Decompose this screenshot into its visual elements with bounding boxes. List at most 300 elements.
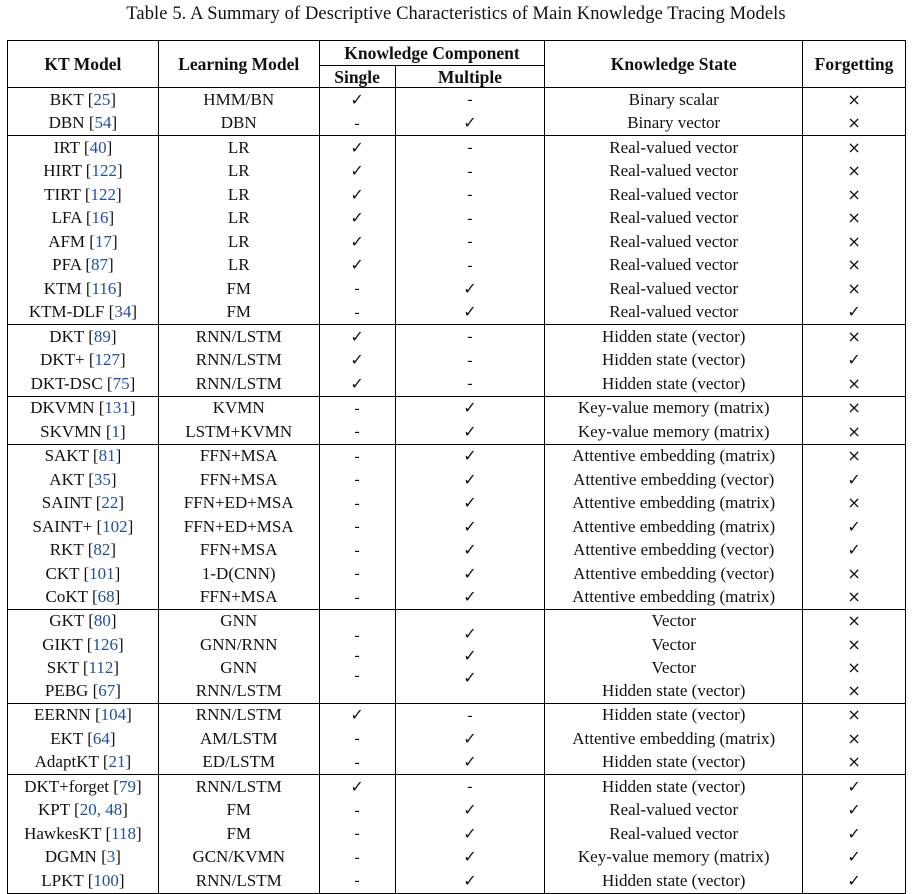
forgetting-cell — [803, 775, 906, 799]
header-knowledge-state: Knowledge State — [545, 41, 803, 88]
check-mark: ✓ — [350, 137, 364, 157]
dash-mark: - — [354, 303, 360, 321]
table-row — [8, 727, 906, 751]
multiple-cell — [395, 183, 545, 207]
learning-model-cell: RNN/LSTM — [158, 703, 319, 727]
knowledge-state-cell: Hidden state (vector) — [545, 775, 803, 799]
learning-model-cell: LR — [158, 136, 319, 160]
dash-mark: - — [354, 518, 360, 535]
table-caption: Table 5. A Summary of Descriptive Characteristics of Main Knowledge Tracing Models — [126, 4, 786, 24]
single-cell — [319, 846, 395, 870]
model-name: CoKT — [45, 587, 88, 606]
table-row — [8, 183, 906, 207]
knowledge-state-cell: Hidden state (vector) — [545, 680, 803, 704]
model-name: KPT — [37, 800, 70, 820]
learning-model-cell: RNN/LSTM — [158, 680, 319, 704]
model-name: SKVMN — [40, 421, 102, 441]
citation-link[interactable]: 17 — [94, 231, 112, 251]
multiple-cell — [395, 420, 545, 444]
multiple-cell — [395, 586, 545, 610]
forgetting-cell — [803, 301, 906, 325]
model-name: AKT — [49, 469, 84, 489]
multiple-cell — [395, 846, 545, 870]
kt-model-cell: SAINT+ [102] — [8, 515, 159, 539]
cross-mark: × — [847, 398, 861, 417]
header-multiple: Multiple — [395, 66, 545, 88]
kt-model-cell: DKT-DSC [75] — [8, 372, 159, 396]
citation-link[interactable]: 118 — [111, 823, 137, 843]
check-mark: ✓ — [463, 823, 477, 843]
model-name: AFM — [48, 231, 86, 251]
model-name: HawkesKT — [24, 823, 102, 843]
single-cell — [319, 349, 395, 373]
multiple-cell — [395, 703, 545, 727]
multiple-cell — [395, 325, 545, 349]
cross-mark: × — [847, 634, 861, 654]
cross-mark: × — [847, 680, 861, 700]
header-forgetting: Forgetting — [803, 41, 906, 88]
forgetting-cell — [803, 751, 906, 775]
forgetting-cell — [803, 515, 906, 539]
citation-link[interactable]: 25 — [93, 89, 111, 109]
forgetting-cell — [803, 562, 906, 586]
table-row — [8, 207, 906, 231]
single-cell — [319, 703, 395, 727]
learning-model-cell: HMM/BN — [158, 88, 319, 112]
dash-mark: - — [354, 872, 360, 890]
dash-mark: - — [354, 848, 360, 866]
knowledge-state-cell: Hidden state (vector) — [545, 869, 803, 893]
learning-model-cell: GCN/KVMN — [158, 846, 319, 870]
cross-mark: × — [847, 278, 861, 298]
forgetting-cell — [803, 160, 906, 184]
check-mark: ✓ — [463, 278, 477, 298]
check-mark: ✓ — [350, 350, 364, 369]
single-cell — [319, 230, 395, 254]
header-learning-model: Learning Model — [158, 41, 319, 88]
table-row — [8, 492, 906, 516]
check-mark: ✓ — [463, 493, 477, 512]
table-row — [8, 799, 906, 823]
check-mark: ✓ — [847, 350, 861, 369]
model-name: SAINT — [41, 493, 92, 512]
knowledge-state-cell: Attentive embedding (matrix) — [545, 727, 803, 751]
check-mark: ✓ — [350, 184, 364, 204]
model-name: LFA — [51, 208, 82, 227]
knowledge-state-cell: Vector — [545, 633, 803, 656]
single-cell — [319, 88, 395, 112]
cross-mark: × — [847, 89, 861, 109]
table-row — [8, 846, 906, 870]
cross-mark: × — [847, 446, 861, 465]
citation-link[interactable]: 34 — [114, 302, 132, 321]
multiple-cell — [395, 539, 545, 563]
table-row — [8, 349, 906, 373]
cross-mark: × — [847, 611, 861, 631]
check-mark: ✓ — [847, 302, 861, 321]
cross-mark: × — [847, 421, 861, 441]
kt-model-cell: CKT [101] — [8, 562, 159, 586]
citation-link[interactable]: 104 — [100, 705, 127, 725]
cross-mark: × — [847, 255, 861, 274]
single-cell — [319, 396, 395, 420]
citation-link[interactable]: 79 — [118, 776, 136, 796]
forgetting-cell — [803, 349, 906, 373]
kt-models-table — [7, 40, 906, 894]
single-cell — [319, 277, 395, 301]
check-mark: ✓ — [463, 540, 477, 559]
dash-mark: - — [354, 399, 360, 417]
learning-model-cell: 1-D(CNN) — [158, 562, 319, 586]
forgetting-cell — [803, 112, 906, 136]
model-name: GIKT — [42, 634, 83, 654]
cross-mark: × — [847, 113, 861, 132]
table-row — [8, 301, 906, 325]
citation-link[interactable]: 16 — [91, 208, 109, 227]
learning-model-cell: LR — [158, 230, 319, 254]
model-name: BKT — [49, 89, 84, 109]
citation-link[interactable]: 80 — [93, 611, 111, 631]
table-row — [8, 610, 906, 634]
knowledge-state-cell: Attentive embedding (vector) — [545, 468, 803, 492]
citation-link[interactable]: 64 — [92, 728, 110, 748]
cross-mark: × — [847, 137, 861, 157]
citation-link[interactable]: 112 — [88, 657, 114, 677]
table-row — [8, 515, 906, 539]
multiple-cell — [395, 372, 545, 396]
model-name: GKT — [49, 611, 84, 631]
model-name: EKT — [50, 728, 83, 748]
citation-link[interactable]: 54 — [94, 113, 112, 132]
kt-model-cell: AFM [17] — [8, 230, 159, 254]
learning-model-cell: FFN+ED+MSA — [158, 515, 319, 539]
multiple-cell — [395, 160, 545, 184]
knowledge-state-cell: Key-value memory (matrix) — [545, 846, 803, 870]
multiple-cell — [395, 112, 545, 136]
kt-model-cell: GKT [80] — [8, 610, 159, 634]
cross-mark: × — [847, 587, 861, 606]
forgetting-cell — [803, 586, 906, 610]
learning-model-cell: FFN+ED+MSA — [158, 492, 319, 516]
dash-mark: - — [354, 565, 360, 582]
dash-mark: - — [354, 647, 360, 665]
single-cell — [319, 468, 395, 492]
check-mark: ✓ — [463, 113, 477, 132]
single-cell — [319, 610, 395, 704]
cross-mark: × — [847, 184, 861, 204]
multiple-cell — [395, 301, 545, 325]
check-mark: ✓ — [847, 776, 861, 796]
knowledge-state-cell: Real-valued vector — [545, 822, 803, 846]
table-row — [8, 230, 906, 254]
multiple-cell — [395, 822, 545, 846]
model-name: DGMN — [44, 847, 97, 867]
model-name: SAINT+ — [32, 516, 93, 536]
dash-mark: - — [354, 541, 360, 559]
table-row — [8, 88, 906, 112]
model-name: DKT-DSC — [30, 373, 103, 393]
multiple-cell — [395, 468, 545, 492]
kt-model-cell: SAINT [22] — [8, 492, 159, 516]
table-row — [8, 396, 906, 420]
kt-model-cell: DKT+ [127] — [8, 349, 159, 373]
header-single: Single — [319, 66, 395, 88]
model-name: LPKT — [41, 870, 84, 890]
check-mark: ✓ — [463, 398, 477, 417]
check-mark: ✓ — [463, 800, 477, 820]
forgetting-cell — [803, 727, 906, 751]
kt-model-cell: DKT+forget [79] — [8, 775, 159, 799]
citation-link[interactable]: 100 — [93, 870, 119, 890]
kt-model-cell: KTM [116] — [8, 277, 159, 301]
citation-link[interactable]: 68 — [97, 587, 115, 606]
single-cell — [319, 136, 395, 160]
table-row — [8, 112, 906, 136]
learning-model-cell: RNN/LSTM — [158, 775, 319, 799]
single-cell — [319, 775, 395, 799]
learning-model-cell: FFN+MSA — [158, 444, 319, 468]
citation-link[interactable]: 20, 48 — [79, 800, 123, 820]
cross-mark: × — [847, 326, 861, 346]
table-row — [8, 539, 906, 563]
dash-mark: - — [354, 114, 360, 132]
knowledge-state-cell: Binary vector — [545, 112, 803, 136]
single-cell — [319, 372, 395, 396]
forgetting-cell — [803, 633, 906, 656]
citation-link[interactable]: 101 — [89, 563, 115, 583]
citation-link[interactable]: 102 — [102, 516, 128, 536]
citation-link[interactable]: 67 — [98, 680, 116, 700]
knowledge-state-cell: Real-valued vector — [545, 183, 803, 207]
multiple-cell — [395, 444, 545, 468]
citation-link[interactable]: 3 — [106, 847, 116, 867]
kt-model-cell: EKT [64] — [8, 727, 159, 751]
learning-model-cell: RNN/LSTM — [158, 372, 319, 396]
knowledge-state-cell: Key-value memory (matrix) — [545, 420, 803, 444]
learning-model-cell: LSTM+KVMN — [158, 420, 319, 444]
dash-mark: - — [354, 280, 360, 297]
kt-model-cell: SAKT [81] — [8, 444, 159, 468]
citation-link[interactable]: 21 — [108, 752, 126, 772]
forgetting-cell — [803, 277, 906, 301]
multiple-cell — [395, 562, 545, 586]
table-row — [8, 325, 906, 349]
single-cell — [319, 539, 395, 563]
forgetting-cell — [803, 136, 906, 160]
forgetting-cell — [803, 88, 906, 112]
kt-model-cell: RKT [82] — [8, 539, 159, 563]
multiple-cell — [395, 751, 545, 775]
knowledge-state-cell: Real-valued vector — [545, 277, 803, 301]
kt-model-cell: TIRT [122] — [8, 183, 159, 207]
table-row — [8, 822, 906, 846]
citation-link[interactable]: 116 — [91, 278, 117, 298]
cross-mark: × — [847, 161, 861, 180]
single-cell — [319, 562, 395, 586]
model-name: DKT+forget — [24, 776, 110, 796]
forgetting-cell — [803, 539, 906, 563]
forgetting-cell — [803, 230, 906, 254]
forgetting-cell — [803, 492, 906, 516]
table-row — [8, 468, 906, 492]
knowledge-state-cell: Key-value memory (matrix) — [545, 396, 803, 420]
kt-model-cell: HIRT [122] — [8, 160, 159, 184]
dash-mark: - — [354, 588, 360, 606]
citation-link[interactable]: 122 — [91, 161, 117, 180]
kt-model-cell: DGMN [3] — [8, 846, 159, 870]
forgetting-cell — [803, 372, 906, 396]
table-body — [8, 88, 906, 894]
single-cell — [319, 112, 395, 136]
knowledge-state-cell: Hidden state (vector) — [545, 703, 803, 727]
check-mark: ✓ — [463, 870, 477, 890]
table-row — [8, 444, 906, 468]
check-mark: ✓ — [463, 646, 477, 666]
kt-model-cell: KTM-DLF [34] — [8, 301, 159, 325]
multiple-cell — [395, 254, 545, 278]
multiple-cell — [395, 515, 545, 539]
kt-model-cell: LPKT [100] — [8, 869, 159, 893]
model-name: SAKT — [44, 446, 89, 465]
dash-mark: - — [467, 328, 473, 345]
citation-link[interactable]: 1 — [111, 421, 120, 441]
kt-model-cell: PFA [87] — [8, 254, 159, 278]
cross-mark: × — [847, 493, 861, 512]
multiple-cell — [395, 277, 545, 301]
model-name: HIRT — [43, 161, 82, 180]
citation-link[interactable]: 22 — [101, 493, 119, 512]
check-mark: ✓ — [350, 231, 364, 251]
knowledge-state-cell: Hidden state (vector) — [545, 372, 803, 396]
forgetting-cell — [803, 325, 906, 349]
dash-mark: - — [467, 706, 473, 724]
single-cell — [319, 301, 395, 325]
check-mark: ✓ — [463, 469, 477, 489]
single-cell — [319, 492, 395, 516]
check-mark: ✓ — [463, 587, 477, 606]
learning-model-cell: GNN — [158, 610, 319, 634]
table-row — [8, 775, 906, 799]
dash-mark: - — [467, 139, 473, 156]
model-name: CKT — [45, 563, 80, 583]
multiple-cell — [395, 396, 545, 420]
citation-link[interactable]: 40 — [89, 137, 107, 157]
model-name: DKT — [49, 326, 84, 346]
citation-link[interactable]: 126 — [92, 634, 118, 654]
forgetting-cell — [803, 444, 906, 468]
single-cell — [319, 254, 395, 278]
learning-model-cell: LR — [158, 254, 319, 278]
single-cell — [319, 325, 395, 349]
check-mark: ✓ — [847, 870, 861, 890]
table-row — [8, 751, 906, 775]
check-mark: ✓ — [463, 421, 477, 441]
citation-link[interactable]: 131 — [104, 398, 130, 417]
forgetting-cell — [803, 420, 906, 444]
multiple-cell — [395, 799, 545, 823]
check-mark: ✓ — [847, 847, 861, 867]
kt-model-cell: DKT [89] — [8, 325, 159, 349]
forgetting-cell — [803, 207, 906, 231]
dash-mark: - — [467, 91, 473, 108]
citation-link[interactable]: 122 — [90, 184, 117, 204]
learning-model-cell: FM — [158, 301, 319, 325]
learning-model-cell: FFN+MSA — [158, 468, 319, 492]
multiple-cell — [395, 727, 545, 751]
check-mark: ✓ — [847, 540, 861, 559]
kt-model-cell: EERNN [104] — [8, 703, 159, 727]
dash-mark: - — [354, 471, 360, 488]
learning-model-cell: GNN/RNN — [158, 633, 319, 656]
dash-mark: - — [467, 375, 473, 392]
dash-mark: - — [354, 447, 360, 465]
learning-model-cell: RNN/LSTM — [158, 869, 319, 893]
learning-model-cell: FM — [158, 822, 319, 846]
dash-mark: - — [467, 162, 473, 180]
knowledge-state-cell: Hidden state (vector) — [545, 325, 803, 349]
kt-model-cell: DKVMN [131] — [8, 396, 159, 420]
model-name: IRT — [53, 137, 80, 157]
single-cell — [319, 727, 395, 751]
multiple-cell — [395, 492, 545, 516]
citation-link[interactable]: 35 — [93, 469, 111, 489]
check-mark: ✓ — [463, 516, 477, 536]
check-mark: ✓ — [463, 302, 477, 321]
cross-mark: × — [847, 208, 861, 227]
knowledge-state-cell: Vector — [545, 610, 803, 634]
cross-mark: × — [847, 657, 861, 677]
multiple-cell — [395, 88, 545, 112]
forgetting-cell — [803, 846, 906, 870]
dash-mark: - — [354, 423, 360, 440]
check-mark: ✓ — [350, 208, 364, 227]
citation-link[interactable]: 81 — [98, 446, 116, 465]
citation-link[interactable]: 82 — [93, 540, 111, 559]
citation-link[interactable]: 75 — [112, 373, 130, 393]
model-name: KTM — [43, 278, 82, 298]
table-row — [8, 160, 906, 184]
single-cell — [319, 420, 395, 444]
check-mark: ✓ — [463, 446, 477, 465]
table-row — [8, 277, 906, 301]
citation-link[interactable]: 127 — [94, 350, 121, 369]
cross-mark: × — [847, 728, 861, 748]
knowledge-state-cell: Attentive embedding (vector) — [545, 539, 803, 563]
citation-link[interactable]: 89 — [93, 326, 111, 346]
kt-model-cell: BKT [25] — [8, 88, 159, 112]
dash-mark: - — [354, 801, 360, 819]
header-knowledge-component: Knowledge Component — [319, 41, 545, 66]
cross-mark: × — [847, 563, 861, 583]
dash-mark: - — [467, 209, 473, 227]
learning-model-cell: GNN — [158, 656, 319, 679]
dash-mark: - — [467, 256, 473, 274]
forgetting-cell — [803, 610, 906, 634]
check-mark: ✓ — [350, 326, 364, 346]
forgetting-cell — [803, 656, 906, 679]
table-row — [8, 254, 906, 278]
single-cell — [319, 586, 395, 610]
check-mark: ✓ — [350, 89, 364, 109]
single-cell — [319, 751, 395, 775]
citation-link[interactable]: 87 — [91, 255, 109, 274]
forgetting-cell — [803, 680, 906, 704]
table-row — [8, 372, 906, 396]
table-row — [8, 586, 906, 610]
check-mark: ✓ — [350, 161, 364, 180]
cross-mark: × — [847, 373, 861, 393]
dash-mark: - — [467, 186, 473, 203]
